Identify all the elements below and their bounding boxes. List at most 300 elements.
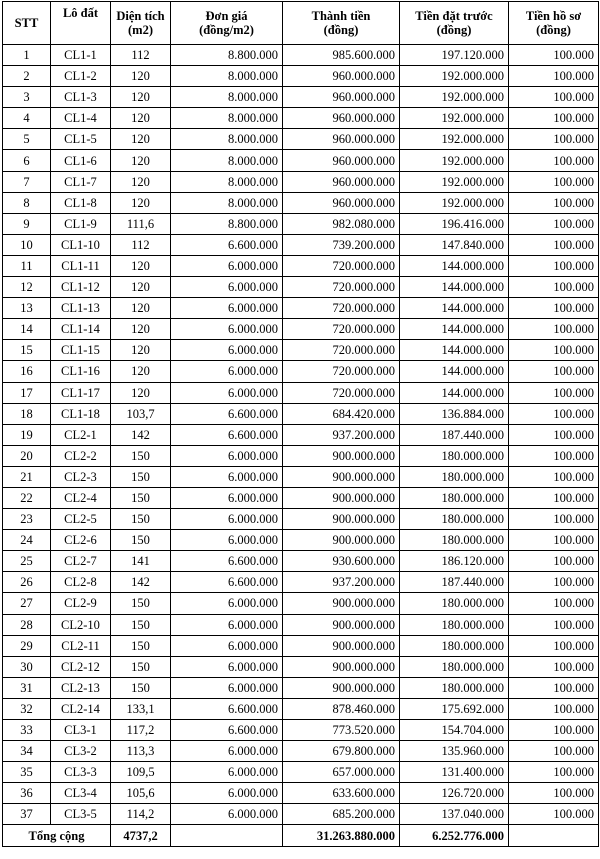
- cell-fee: 100.000: [509, 445, 599, 466]
- cell-unit-price: 6.000.000: [171, 530, 283, 551]
- cell-fee: 100.000: [509, 129, 599, 150]
- header-unit-price: Đơn giá (đồng/m2): [171, 2, 283, 45]
- cell-stt: 8: [3, 192, 51, 213]
- cell-unit-price: 6.600.000: [171, 403, 283, 424]
- cell-total: 937.200.000: [283, 572, 400, 593]
- cell-unit-price: 6.000.000: [171, 593, 283, 614]
- table-row: [3, 298, 599, 319]
- cell-stt: 27: [3, 593, 51, 614]
- cell-lot: CL1-10: [51, 234, 111, 255]
- cell-unit-price: 8.800.000: [171, 45, 283, 66]
- cell-deposit: 136.884.000: [400, 403, 509, 424]
- cell-deposit: 144.000.000: [400, 361, 509, 382]
- cell-deposit: 192.000.000: [400, 108, 509, 129]
- header-stt: STT: [3, 2, 51, 45]
- cell-area: 150: [111, 656, 171, 677]
- cell-lot: CL1-17: [51, 382, 111, 403]
- cell-area: 150: [111, 677, 171, 698]
- cell-fee: 100.000: [509, 720, 599, 741]
- cell-unit-price: 6.000.000: [171, 635, 283, 656]
- cell-deposit: 180.000.000: [400, 509, 509, 530]
- cell-total: 900.000.000: [283, 593, 400, 614]
- cell-total: 684.420.000: [283, 403, 400, 424]
- cell-area: 142: [111, 424, 171, 445]
- cell-area: 114,2: [111, 804, 171, 825]
- cell-deposit: 192.000.000: [400, 129, 509, 150]
- table-row: [3, 108, 599, 129]
- table-row: [3, 340, 599, 361]
- cell-lot: CL2-11: [51, 635, 111, 656]
- cell-deposit: 144.000.000: [400, 340, 509, 361]
- cell-stt: 33: [3, 720, 51, 741]
- cell-stt: 16: [3, 361, 51, 382]
- cell-lot: CL1-11: [51, 255, 111, 276]
- cell-deposit: 192.000.000: [400, 192, 509, 213]
- cell-unit-price: 6.600.000: [171, 424, 283, 445]
- table-row: [3, 487, 599, 508]
- cell-unit-price: 6.000.000: [171, 783, 283, 804]
- table-row: [3, 804, 599, 825]
- cell-total: 720.000.000: [283, 319, 400, 340]
- cell-deposit: 187.440.000: [400, 572, 509, 593]
- cell-area: 120: [111, 277, 171, 298]
- cell-lot: CL1-5: [51, 129, 111, 150]
- cell-lot: CL1-18: [51, 403, 111, 424]
- cell-deposit: 144.000.000: [400, 298, 509, 319]
- cell-lot: CL3-1: [51, 720, 111, 741]
- cell-fee: 100.000: [509, 424, 599, 445]
- cell-lot: CL1-4: [51, 108, 111, 129]
- cell-deposit: 192.000.000: [400, 150, 509, 171]
- cell-area: 120: [111, 192, 171, 213]
- cell-stt: 19: [3, 424, 51, 445]
- cell-unit-price: 6.000.000: [171, 677, 283, 698]
- cell-stt: 37: [3, 804, 51, 825]
- cell-lot: CL1-14: [51, 319, 111, 340]
- cell-stt: 30: [3, 656, 51, 677]
- cell-lot: CL2-10: [51, 614, 111, 635]
- cell-unit-price: 6.000.000: [171, 487, 283, 508]
- cell-lot: CL3-4: [51, 783, 111, 804]
- cell-area: 120: [111, 108, 171, 129]
- table-row: [3, 66, 599, 87]
- table-row: [3, 234, 599, 255]
- cell-total: 960.000.000: [283, 192, 400, 213]
- cell-unit-price: 8.000.000: [171, 66, 283, 87]
- cell-fee: 100.000: [509, 593, 599, 614]
- cell-fee: 100.000: [509, 340, 599, 361]
- cell-fee: 100.000: [509, 361, 599, 382]
- total-label: Tổng cộng: [3, 825, 111, 846]
- cell-total: 720.000.000: [283, 277, 400, 298]
- cell-deposit: 144.000.000: [400, 319, 509, 340]
- cell-fee: 100.000: [509, 572, 599, 593]
- cell-unit-price: 6.000.000: [171, 741, 283, 762]
- cell-stt: 17: [3, 382, 51, 403]
- table-row: [3, 720, 599, 741]
- cell-area: 150: [111, 593, 171, 614]
- cell-stt: 10: [3, 234, 51, 255]
- cell-fee: 100.000: [509, 551, 599, 572]
- cell-stt: 24: [3, 530, 51, 551]
- cell-stt: 12: [3, 277, 51, 298]
- cell-stt: 7: [3, 171, 51, 192]
- cell-fee: 100.000: [509, 319, 599, 340]
- cell-fee: 100.000: [509, 656, 599, 677]
- cell-total: 930.600.000: [283, 551, 400, 572]
- table-row: [3, 635, 599, 656]
- cell-fee: 100.000: [509, 171, 599, 192]
- table-row: [3, 255, 599, 276]
- cell-fee: 100.000: [509, 213, 599, 234]
- cell-fee: 100.000: [509, 635, 599, 656]
- cell-lot: CL2-5: [51, 509, 111, 530]
- cell-fee: 100.000: [509, 804, 599, 825]
- header-total: Thành tiền (đồng): [283, 2, 400, 45]
- land-lot-table: [2, 1, 599, 847]
- cell-stt: 14: [3, 319, 51, 340]
- header-area: Diện tích (m2): [111, 2, 171, 45]
- cell-unit-price: 6.000.000: [171, 361, 283, 382]
- cell-deposit: 144.000.000: [400, 255, 509, 276]
- cell-lot: CL2-6: [51, 530, 111, 551]
- cell-fee: 100.000: [509, 762, 599, 783]
- cell-total: 900.000.000: [283, 656, 400, 677]
- cell-unit-price: 8.000.000: [171, 171, 283, 192]
- cell-stt: 3: [3, 87, 51, 108]
- cell-unit-price: 8.000.000: [171, 192, 283, 213]
- cell-deposit: 180.000.000: [400, 593, 509, 614]
- cell-area: 120: [111, 382, 171, 403]
- cell-total: 900.000.000: [283, 677, 400, 698]
- cell-deposit: 154.704.000: [400, 720, 509, 741]
- cell-lot: CL1-9: [51, 213, 111, 234]
- table-row: [3, 319, 599, 340]
- cell-deposit: 192.000.000: [400, 171, 509, 192]
- cell-fee: 100.000: [509, 698, 599, 719]
- cell-area: 120: [111, 129, 171, 150]
- cell-deposit: 192.000.000: [400, 87, 509, 108]
- cell-deposit: 144.000.000: [400, 382, 509, 403]
- cell-unit-price: 6.000.000: [171, 466, 283, 487]
- cell-unit-price: 6.600.000: [171, 234, 283, 255]
- cell-area: 120: [111, 298, 171, 319]
- cell-lot: CL1-12: [51, 277, 111, 298]
- cell-stt: 26: [3, 572, 51, 593]
- table-row: [3, 783, 599, 804]
- cell-unit-price: 8.000.000: [171, 87, 283, 108]
- cell-stt: 20: [3, 445, 51, 466]
- cell-area: 109,5: [111, 762, 171, 783]
- cell-unit-price: 6.600.000: [171, 698, 283, 719]
- cell-area: 150: [111, 466, 171, 487]
- cell-fee: 100.000: [509, 466, 599, 487]
- cell-lot: CL1-6: [51, 150, 111, 171]
- cell-area: 120: [111, 87, 171, 108]
- cell-fee: 100.000: [509, 741, 599, 762]
- cell-total: 900.000.000: [283, 487, 400, 508]
- cell-area: 150: [111, 445, 171, 466]
- cell-area: 150: [111, 614, 171, 635]
- total-area: 4737,2: [111, 825, 171, 846]
- cell-stt: 18: [3, 403, 51, 424]
- cell-lot: CL1-1: [51, 45, 111, 66]
- cell-unit-price: 6.000.000: [171, 762, 283, 783]
- cell-unit-price: 6.600.000: [171, 720, 283, 741]
- cell-deposit: 175.692.000: [400, 698, 509, 719]
- cell-area: 150: [111, 509, 171, 530]
- total-deposit: 6.252.776.000: [400, 825, 509, 846]
- cell-deposit: 196.416.000: [400, 213, 509, 234]
- cell-stt: 4: [3, 108, 51, 129]
- cell-area: 120: [111, 255, 171, 276]
- cell-area: 120: [111, 361, 171, 382]
- cell-total: 900.000.000: [283, 466, 400, 487]
- cell-lot: CL1-3: [51, 87, 111, 108]
- cell-lot: CL1-16: [51, 361, 111, 382]
- cell-area: 117,2: [111, 720, 171, 741]
- cell-lot: CL3-5: [51, 804, 111, 825]
- cell-unit-price: 6.600.000: [171, 572, 283, 593]
- cell-deposit: 180.000.000: [400, 614, 509, 635]
- table-row: [3, 593, 599, 614]
- cell-fee: 100.000: [509, 277, 599, 298]
- total-fee-empty: [509, 825, 599, 846]
- cell-area: 105,6: [111, 783, 171, 804]
- cell-total: 960.000.000: [283, 108, 400, 129]
- cell-deposit: 180.000.000: [400, 466, 509, 487]
- table-row: [3, 45, 599, 66]
- header-row: [3, 2, 599, 45]
- cell-stt: 21: [3, 466, 51, 487]
- cell-fee: 100.000: [509, 530, 599, 551]
- cell-fee: 100.000: [509, 108, 599, 129]
- cell-unit-price: 6.000.000: [171, 614, 283, 635]
- cell-area: 120: [111, 171, 171, 192]
- cell-stt: 13: [3, 298, 51, 319]
- cell-deposit: 180.000.000: [400, 677, 509, 698]
- table-row: [3, 698, 599, 719]
- table-row: [3, 509, 599, 530]
- cell-lot: CL2-14: [51, 698, 111, 719]
- cell-fee: 100.000: [509, 66, 599, 87]
- header-lot: Lô đất: [51, 2, 111, 45]
- cell-total: 960.000.000: [283, 171, 400, 192]
- table-row: [3, 572, 599, 593]
- cell-deposit: 137.040.000: [400, 804, 509, 825]
- cell-unit-price: 6.000.000: [171, 445, 283, 466]
- cell-total: 937.200.000: [283, 424, 400, 445]
- cell-total: 900.000.000: [283, 445, 400, 466]
- table-row: [3, 741, 599, 762]
- cell-deposit: 144.000.000: [400, 277, 509, 298]
- cell-total: 657.000.000: [283, 762, 400, 783]
- table-row: [3, 424, 599, 445]
- cell-stt: 31: [3, 677, 51, 698]
- cell-stt: 22: [3, 487, 51, 508]
- cell-lot: CL2-12: [51, 656, 111, 677]
- cell-stt: 28: [3, 614, 51, 635]
- table-row: [3, 466, 599, 487]
- cell-fee: 100.000: [509, 783, 599, 804]
- cell-unit-price: 6.000.000: [171, 277, 283, 298]
- cell-deposit: 180.000.000: [400, 656, 509, 677]
- cell-stt: 2: [3, 66, 51, 87]
- total-row: [3, 825, 599, 846]
- cell-fee: 100.000: [509, 192, 599, 213]
- cell-area: 112: [111, 45, 171, 66]
- cell-stt: 23: [3, 509, 51, 530]
- table-row: [3, 762, 599, 783]
- cell-stt: 1: [3, 45, 51, 66]
- cell-fee: 100.000: [509, 614, 599, 635]
- cell-area: 133,1: [111, 698, 171, 719]
- cell-unit-price: 6.000.000: [171, 509, 283, 530]
- table-row: [3, 129, 599, 150]
- cell-total: 878.460.000: [283, 698, 400, 719]
- cell-deposit: 186.120.000: [400, 551, 509, 572]
- cell-total: 720.000.000: [283, 255, 400, 276]
- table-row: [3, 213, 599, 234]
- cell-total: 960.000.000: [283, 129, 400, 150]
- cell-lot: CL1-15: [51, 340, 111, 361]
- table-footer: [3, 825, 599, 846]
- table-row: [3, 87, 599, 108]
- cell-total: 679.800.000: [283, 741, 400, 762]
- cell-total: 739.200.000: [283, 234, 400, 255]
- header-fee: Tiền hồ sơ (đồng): [509, 2, 599, 45]
- cell-lot: CL2-9: [51, 593, 111, 614]
- cell-deposit: 192.000.000: [400, 66, 509, 87]
- table-row: [3, 382, 599, 403]
- table-row: [3, 403, 599, 424]
- cell-total: 960.000.000: [283, 66, 400, 87]
- cell-stt: 15: [3, 340, 51, 361]
- cell-area: 150: [111, 530, 171, 551]
- cell-total: 982.080.000: [283, 213, 400, 234]
- cell-stt: 34: [3, 741, 51, 762]
- table-row: [3, 192, 599, 213]
- cell-unit-price: 6.000.000: [171, 255, 283, 276]
- cell-total: 720.000.000: [283, 298, 400, 319]
- table-row: [3, 551, 599, 572]
- cell-total: 720.000.000: [283, 361, 400, 382]
- header-deposit: Tiền đặt trước (đồng): [400, 2, 509, 45]
- cell-total: 773.520.000: [283, 720, 400, 741]
- cell-fee: 100.000: [509, 382, 599, 403]
- cell-lot: CL3-2: [51, 741, 111, 762]
- cell-lot: CL2-2: [51, 445, 111, 466]
- cell-area: 120: [111, 150, 171, 171]
- table-row: [3, 150, 599, 171]
- cell-unit-price: 8.000.000: [171, 129, 283, 150]
- cell-lot: CL1-8: [51, 192, 111, 213]
- cell-fee: 100.000: [509, 677, 599, 698]
- table-body: [3, 45, 599, 825]
- cell-unit-price: 8.000.000: [171, 150, 283, 171]
- total-amount: 31.263.880.000: [283, 825, 400, 846]
- cell-unit-price: 6.000.000: [171, 656, 283, 677]
- cell-total: 900.000.000: [283, 614, 400, 635]
- cell-deposit: 135.960.000: [400, 741, 509, 762]
- table-header: [3, 2, 599, 45]
- cell-fee: 100.000: [509, 87, 599, 108]
- cell-unit-price: 8.800.000: [171, 213, 283, 234]
- cell-total: 900.000.000: [283, 635, 400, 656]
- cell-deposit: 180.000.000: [400, 635, 509, 656]
- cell-stt: 32: [3, 698, 51, 719]
- cell-unit-price: 6.000.000: [171, 382, 283, 403]
- table-row: [3, 171, 599, 192]
- cell-total: 960.000.000: [283, 87, 400, 108]
- cell-stt: 29: [3, 635, 51, 656]
- table-row: [3, 677, 599, 698]
- cell-lot: CL2-7: [51, 551, 111, 572]
- cell-area: 120: [111, 340, 171, 361]
- cell-deposit: 187.440.000: [400, 424, 509, 445]
- cell-stt: 36: [3, 783, 51, 804]
- cell-stt: 35: [3, 762, 51, 783]
- cell-lot: CL2-8: [51, 572, 111, 593]
- cell-area: 142: [111, 572, 171, 593]
- cell-stt: 5: [3, 129, 51, 150]
- cell-fee: 100.000: [509, 150, 599, 171]
- cell-unit-price: 8.000.000: [171, 108, 283, 129]
- cell-lot: CL2-4: [51, 487, 111, 508]
- table-row: [3, 445, 599, 466]
- table-row: [3, 656, 599, 677]
- cell-unit-price: 6.600.000: [171, 551, 283, 572]
- cell-deposit: 131.400.000: [400, 762, 509, 783]
- cell-area: 150: [111, 635, 171, 656]
- cell-deposit: 197.120.000: [400, 45, 509, 66]
- cell-area: 113,3: [111, 741, 171, 762]
- cell-fee: 100.000: [509, 509, 599, 530]
- cell-total: 720.000.000: [283, 382, 400, 403]
- cell-lot: CL2-1: [51, 424, 111, 445]
- cell-unit-price: 6.000.000: [171, 319, 283, 340]
- cell-total: 985.600.000: [283, 45, 400, 66]
- cell-lot: CL1-2: [51, 66, 111, 87]
- total-unit-price-empty: [171, 825, 283, 846]
- cell-unit-price: 6.000.000: [171, 298, 283, 319]
- cell-lot: CL2-3: [51, 466, 111, 487]
- cell-stt: 25: [3, 551, 51, 572]
- cell-total: 633.600.000: [283, 783, 400, 804]
- cell-stt: 6: [3, 150, 51, 171]
- cell-stt: 9: [3, 213, 51, 234]
- cell-fee: 100.000: [509, 403, 599, 424]
- cell-total: 685.200.000: [283, 804, 400, 825]
- cell-fee: 100.000: [509, 298, 599, 319]
- table-row: [3, 530, 599, 551]
- cell-unit-price: 6.000.000: [171, 340, 283, 361]
- cell-fee: 100.000: [509, 234, 599, 255]
- cell-fee: 100.000: [509, 255, 599, 276]
- cell-total: 900.000.000: [283, 509, 400, 530]
- cell-deposit: 180.000.000: [400, 445, 509, 466]
- cell-area: 120: [111, 66, 171, 87]
- cell-unit-price: 6.000.000: [171, 804, 283, 825]
- cell-deposit: 147.840.000: [400, 234, 509, 255]
- cell-total: 960.000.000: [283, 150, 400, 171]
- table-row: [3, 361, 599, 382]
- cell-area: 103,7: [111, 403, 171, 424]
- cell-area: 120: [111, 319, 171, 340]
- cell-area: 150: [111, 487, 171, 508]
- cell-lot: CL3-3: [51, 762, 111, 783]
- cell-deposit: 126.720.000: [400, 783, 509, 804]
